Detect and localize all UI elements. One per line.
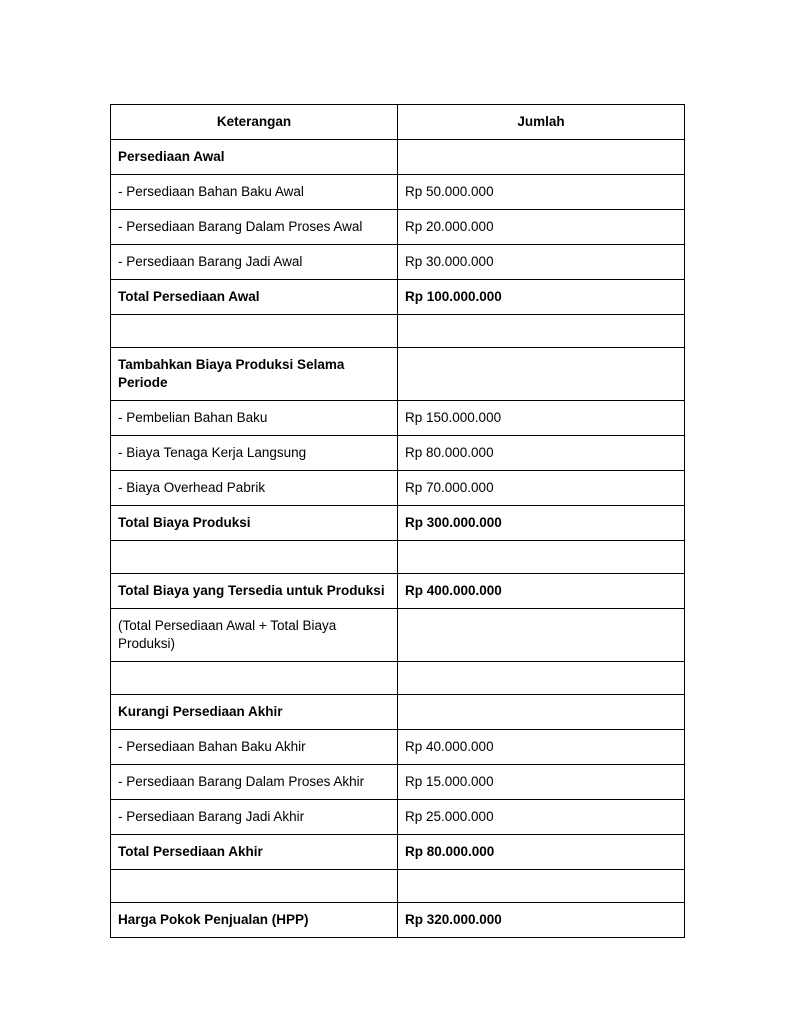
table-row (111, 765, 685, 800)
row-amount: Rp 50.000.000 (398, 175, 685, 210)
table-row (111, 609, 685, 662)
row-amount: Rp 40.000.000 (398, 730, 685, 765)
row-description: - Persediaan Barang Dalam Proses Awal (111, 210, 398, 245)
table-row (111, 245, 685, 280)
row-description: Total Persediaan Awal (111, 280, 398, 315)
row-amount: Rp 20.000.000 (398, 210, 685, 245)
row-description: Persediaan Awal (111, 140, 398, 175)
row-description: - Persediaan Bahan Baku Akhir (111, 730, 398, 765)
table-row (111, 436, 685, 471)
table-row (111, 280, 685, 315)
row-amount: Rp 320.000.000 (398, 903, 685, 938)
row-description: Total Persediaan Akhir (111, 835, 398, 870)
table-row (111, 315, 685, 348)
hpp-table (110, 104, 685, 938)
table-row (111, 662, 685, 695)
row-description (111, 541, 398, 574)
row-amount: Rp 300.000.000 (398, 506, 685, 541)
table-row (111, 730, 685, 765)
row-description: Total Biaya Produksi (111, 506, 398, 541)
row-amount: Rp 100.000.000 (398, 280, 685, 315)
row-description: Harga Pokok Penjualan (HPP) (111, 903, 398, 938)
table-header-row (111, 105, 685, 140)
row-amount: Rp 70.000.000 (398, 471, 685, 506)
table-row (111, 574, 685, 609)
column-header-description: Keterangan (111, 105, 398, 140)
table-row (111, 903, 685, 938)
row-amount: Rp 30.000.000 (398, 245, 685, 280)
row-description: Tambahkan Biaya Produksi Selama Periode (111, 348, 398, 401)
row-amount (398, 695, 685, 730)
row-amount (398, 870, 685, 903)
column-header-amount: Jumlah (398, 105, 685, 140)
row-description: - Pembelian Bahan Baku (111, 401, 398, 436)
row-description: - Persediaan Barang Dalam Proses Akhir (111, 765, 398, 800)
table-row (111, 800, 685, 835)
row-amount (398, 315, 685, 348)
table-row (111, 140, 685, 175)
table-row (111, 541, 685, 574)
table-row (111, 471, 685, 506)
row-amount (398, 348, 685, 401)
row-amount (398, 609, 685, 662)
row-amount: Rp 15.000.000 (398, 765, 685, 800)
row-description: - Persediaan Bahan Baku Awal (111, 175, 398, 210)
row-description: - Persediaan Barang Jadi Akhir (111, 800, 398, 835)
row-description (111, 662, 398, 695)
table-row (111, 695, 685, 730)
row-description: - Biaya Overhead Pabrik (111, 471, 398, 506)
row-description (111, 315, 398, 348)
row-description (111, 870, 398, 903)
table-row (111, 870, 685, 903)
row-amount (398, 541, 685, 574)
table-row (111, 348, 685, 401)
table-row (111, 210, 685, 245)
table-row (111, 506, 685, 541)
table-row (111, 175, 685, 210)
row-amount: Rp 400.000.000 (398, 574, 685, 609)
row-amount: Rp 150.000.000 (398, 401, 685, 436)
row-amount (398, 662, 685, 695)
row-description: Kurangi Persediaan Akhir (111, 695, 398, 730)
table-body (111, 140, 685, 938)
row-amount: Rp 80.000.000 (398, 835, 685, 870)
row-description: (Total Persediaan Awal + Total Biaya Produksi) (111, 609, 398, 662)
row-amount: Rp 25.000.000 (398, 800, 685, 835)
row-description: Total Biaya yang Tersedia untuk Produksi (111, 574, 398, 609)
row-amount (398, 140, 685, 175)
row-amount: Rp 80.000.000 (398, 436, 685, 471)
row-description: - Biaya Tenaga Kerja Langsung (111, 436, 398, 471)
row-description: - Persediaan Barang Jadi Awal (111, 245, 398, 280)
table-row (111, 835, 685, 870)
table-row (111, 401, 685, 436)
